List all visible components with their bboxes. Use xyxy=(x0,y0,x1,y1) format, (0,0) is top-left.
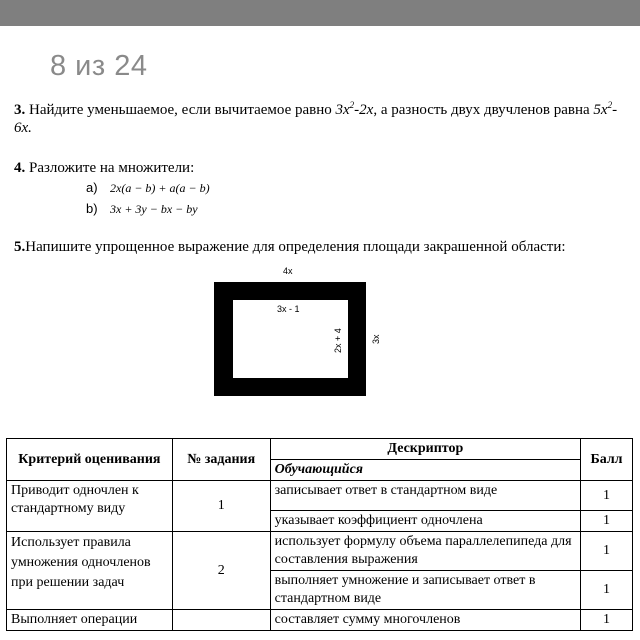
table-row xyxy=(7,532,633,571)
task-3-number: 3. xyxy=(14,102,26,118)
header-task-no: № задания xyxy=(172,439,270,481)
header-score: Балл xyxy=(581,439,633,481)
row-1-score-2: 1 xyxy=(581,511,633,532)
task-3-expr-2: $5x^2-6x$. xyxy=(14,100,618,136)
row-2-task-no: 2 xyxy=(172,532,270,610)
figure-top-label: 4x xyxy=(283,266,293,276)
table-row xyxy=(7,481,633,511)
figure-inner-height-label: 2x + 4 xyxy=(333,328,343,353)
task-4-item-b-expr: 3x + 3y − bx − by xyxy=(110,202,198,216)
task-4-item-b-label: b) xyxy=(86,201,98,216)
task-3-expr-1: $3x^2-2x$ xyxy=(335,100,374,118)
task-5 xyxy=(14,238,634,256)
row-1-criterion: Приводит одночлен к стандартному виду xyxy=(7,481,173,532)
header-learner: Обучающийся xyxy=(270,460,580,481)
grading-table xyxy=(6,438,633,631)
table-header-row xyxy=(7,439,633,460)
page-counter: 8 из 24 xyxy=(50,50,148,82)
task-4-item-b xyxy=(86,201,198,218)
task-4-number: 4. xyxy=(14,160,26,176)
header-descriptor: Дескриптор xyxy=(270,439,580,460)
header-criterion: Критерий оценивания xyxy=(7,439,173,481)
row-2-score-2: 1 xyxy=(581,571,633,610)
row-2-score-1: 1 xyxy=(581,532,633,571)
row-3-descriptor-1: составляет сумму многочленов xyxy=(270,610,580,631)
row-2-criterion: Использует правила умножения одночленов при решении задач xyxy=(7,532,173,610)
task-3 xyxy=(14,101,634,137)
figure-side-label: 3x xyxy=(371,334,381,344)
task-3-text-b: , а разность двух двучленов равна xyxy=(373,102,594,118)
task-3-text-a: Найдите уменьшаемое, если вычитаемое равно xyxy=(25,102,336,118)
row-1-score-1: 1 xyxy=(581,481,633,511)
row-2-descriptor-1: использует формулу объема параллелепипеда для составления выражения xyxy=(270,532,580,571)
task-4-item-a-expr: 2x(a − b) + a(a − b) xyxy=(110,181,210,195)
top-bar xyxy=(0,0,640,26)
task-5-number: 5. xyxy=(14,239,26,255)
row-1-task-no: 1 xyxy=(172,481,270,532)
task-4-text: Разложите на множители: xyxy=(25,160,195,176)
row-3-task-no xyxy=(172,610,270,631)
row-3-criterion: Выполняет операции xyxy=(7,610,173,631)
row-3-score-1: 1 xyxy=(581,610,633,631)
task-5-text: Напишите упрощенное выражение для определения площади закрашенной области: xyxy=(25,239,566,255)
row-1-descriptor-2: указывает коэффициент одночлена xyxy=(270,511,580,532)
row-2-descriptor-2: выполняет умножение и записывает ответ в стандартном виде xyxy=(270,571,580,610)
row-1-descriptor-1: записывает ответ в стандартном виде xyxy=(270,481,580,511)
task-4-item-a xyxy=(86,180,210,197)
table-row xyxy=(7,610,633,631)
task-4-item-a-label: a) xyxy=(86,180,98,195)
figure-inner-width-label: 3x - 1 xyxy=(277,304,300,314)
task-4 xyxy=(14,159,194,177)
